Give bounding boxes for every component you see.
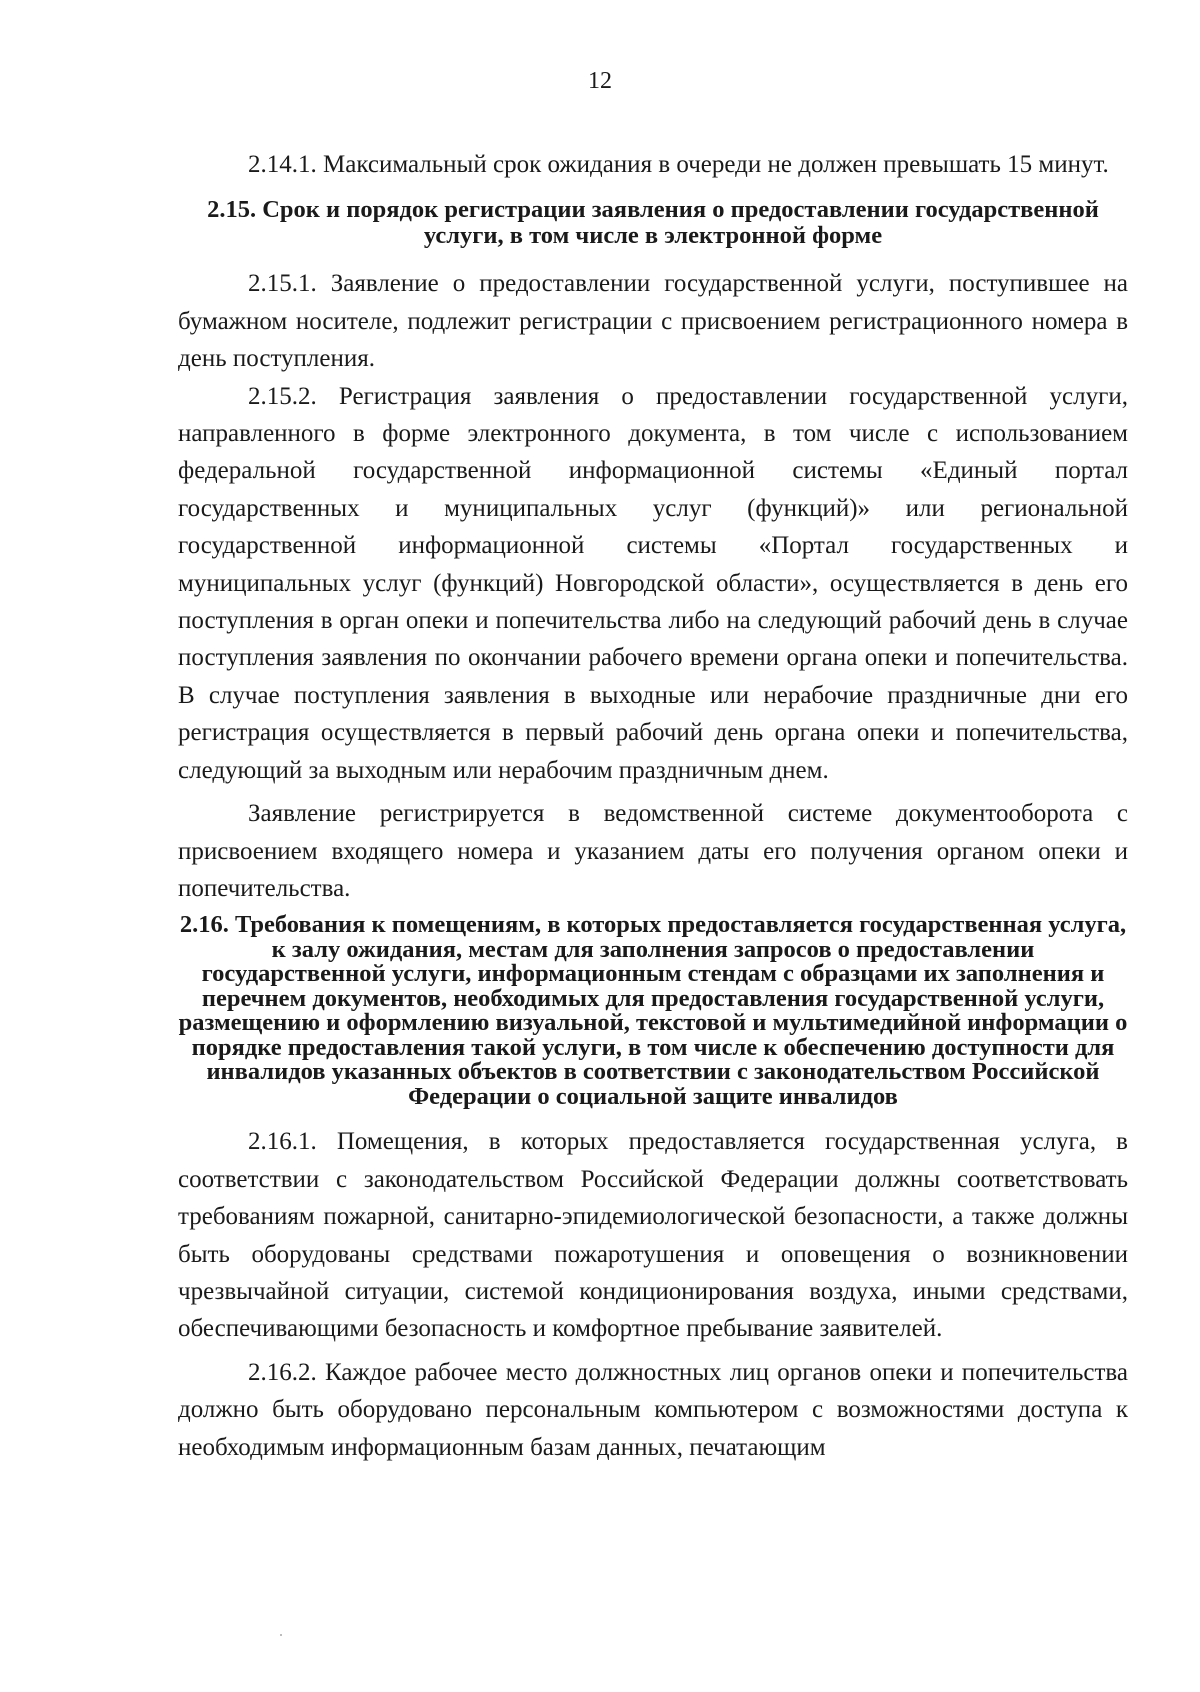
paragraph-2-16-1: 2.16.1. Помещения, в которых предоставляется государственная услуга, в соответствии с законодательством Российской Федерации должны соответствовать требованиям пожарной, санитарно-эпидемиологической безопасности, а также должны быть оборудованы средствами пожаротушения и оповещения о возникновении чрезвычайной ситуации, системой кондиционирования воздуха, иными средствами, обеспечивающими безопасность и комфортное пребывание заявителей.: [178, 1128, 1128, 1343]
section-heading-2-16: 2.16. Требования к помещениям, в которых предоставляется государственная услуга, к залу ожидания, местам для заполнения запросов о предоставлении государственной услуги, информационным стендам с образцами их заполнения и перечнем документов, необходимых для предоставления государственной услуги, размещению и оформлению визуальной, текстовой и мультимедийной информации о порядке предоставления такой услуги, в том числе к обеспечению доступности для инвалидов указанных объектов в соответствии с законодательством Российской Федерации о социальной защите инвалидов: [178, 911, 1128, 1110]
section-heading-2-15: 2.15. Срок и порядок регистрации заявления о предоставлении государственной услуги, в том числе в электронной форме: [207, 196, 1099, 250]
paragraph-2-15-1: 2.15.1. Заявление о предоставлении государственной услуги, поступившее на бумажном носителе, подлежит регистрации с присвоением регистрационного номера в день поступления.: [178, 270, 1128, 373]
paragraph-registration: Заявление регистрируется в ведомственной системе документооборота с присвоением входящего номера и указанием даты его получения органом опеки и попечительства.: [178, 800, 1128, 902]
document-body: [178, 146, 1128, 1466]
paragraph-2-16-2: 2.16.2. Каждое рабочее место должностных лиц органов опеки и попечительства должно быть оборудовано персональным компьютером с возможностями доступа к необходимым информационным базам данных, печатающим: [178, 1358, 1128, 1461]
paragraph-2-14-1: 2.14.1. Максимальный срок ожидания в очереди не должен превышать 15 минут.: [248, 151, 1109, 178]
scan-speck: [280, 1634, 282, 1636]
page-number: 12: [588, 68, 612, 94]
paragraph-2-15-2: 2.15.2. Регистрация заявления о предоставлении государственной услуги, направленного в форме электронного документа, в том числе с использованием федеральной государственной информационной системы «Единый портал государственных и муниципальных услуг (функций)» или региональной государственной информационной системы «Портал государственных и муниципальных услуг (функций) Новгородской области», осуществляется в день его поступления в орган опеки и попечительства либо на следующий рабочий день в случае поступления заявления по окончании рабочего времени органа опеки и попечительства. В случае поступления заявления в выходные или нерабочие праздничные дни его регистрация осуществляется в первый рабочий день органа опеки и попечительства, следующий за выходным или нерабочим праздничным днем.: [178, 382, 1128, 784]
